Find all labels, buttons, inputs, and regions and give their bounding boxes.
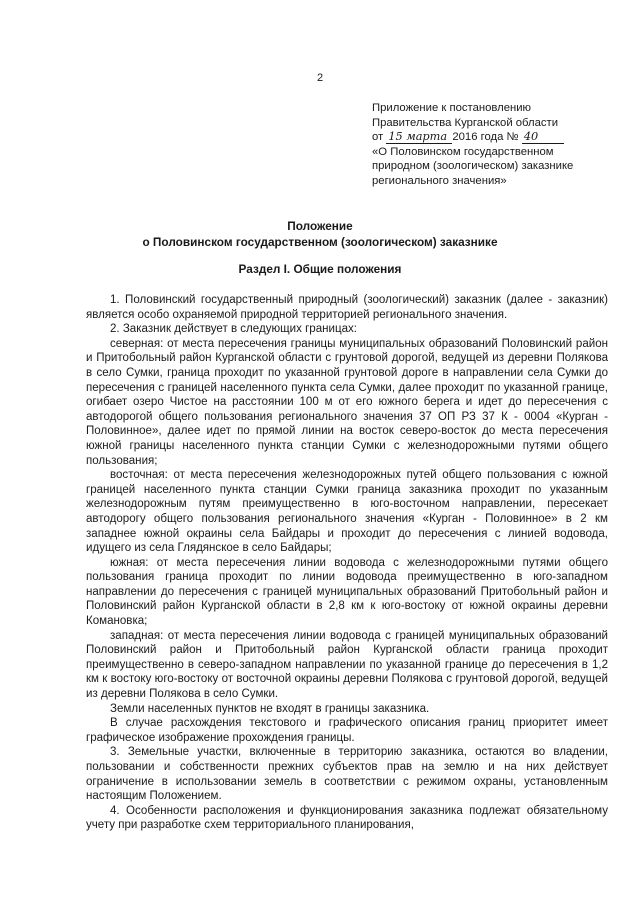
paragraph: западная: от места пересечения линии водовода с границей муниципальных образований Половинский район и Притобольный район Курганской области граница проходит преимущественно в северо-западном направлении по указанной границе до пересечения в 1,2 км к востоку юго-востоку от восточной окраины деревни Полякова с грунтовой дорогой, ведущей из деревни Полякова в село Сумки. (86, 629, 608, 701)
document-title: Положение (287, 219, 353, 233)
appendix-line-2: Правительства Курганской области (372, 116, 559, 129)
document-subtitle: о Половинском государственном (зоологическом) заказнике (142, 235, 498, 249)
appendix-line-1: Приложение к постановлению (372, 102, 532, 114)
appendix-block (372, 101, 612, 189)
appendix-year-text: 2016 года № (452, 131, 519, 144)
document-title-block (0, 218, 640, 250)
paragraph: В случае расхождения текстового и графического описания границ приоритет имеет графическое изображение прохождения границы. (86, 717, 608, 744)
paragraph: 4. Особенности расположения и функционирования заказника подлежат обязательному учету при разработке схем территориального планирования, (86, 804, 608, 832)
handwritten-number: 40 (522, 131, 564, 144)
appendix-line-5: природном (зоологическом) заказнике (372, 160, 574, 173)
handwritten-date: 15 марта (386, 131, 452, 144)
paragraph: 3. Земельные участки, включенные в территорию заказника, остаются во владении, пользовании и собственности прежних субъектов прав на землю и на них действует ограничение в использовании земель в соответствии с режимом охраны, установленным настоящим Положением. (86, 746, 608, 803)
paragraph: северная: от места пересечения границы муниципальных образований Половинский район и Притобольный район Курганской области с грунтовой дорогой, ведущей из деревни Полякова в село Сумки, граница проходит по указанной грунтовой дороге в направлении села Сумки до пересечения с границей населенного пункта села Сумки, далее проходит по указанной границе, огибает озеро Чистое на расстоянии 100 м от его южного берега и идет до пересечения с автодорогой общего пользования регионального значения 37 ОП РЗ 37 К - 0004 «Курган - Половинное», далее идет по прямой линии на восток северо-восток до места пересечения южной границы населенного пункта станции Сумки с железнодорожными путями общего пользования; (86, 337, 608, 467)
appendix-line-4: «О Половинском государственном (372, 145, 554, 158)
appendix-line-6: регионального значения» (372, 174, 507, 187)
paragraph: 2. Заказник действует в следующих границах: (110, 323, 357, 336)
page-number: 2 (316, 72, 324, 84)
appendix-from: от (372, 131, 384, 144)
appendix-date-line (372, 130, 612, 145)
paragraph: восточная: от места пересечения железнодорожных путей общего пользования с южной границей населенного пункта станции Сумки граница заказника проходит по указанным железнодорожным путям преимущественно в юго-восточном направлении, пересекает автодорогу общего пользования регионального значения «Курган - Половинное» в 2 км западнее южной окраины села Байдары и проходит до пересечения с линией водовода, идущего из села Глядянское в село Байдары; (86, 469, 608, 555)
paragraph: Земли населенных пунктов не входят в границы заказника. (110, 702, 430, 715)
paragraph: южная: от места пересечения линии водовода с железнодорожными путями общего пользования граница проходит по линии водовода преимущественно в юго-западном направлении до пересечения с границей муниципальных образований Притобольный район и Половинский район Курганской области в 2,8 км к юго-востоку от южной окраины деревни Комановка; (86, 556, 608, 628)
section-title: Раздел I. Общие положения (238, 262, 402, 276)
paragraph: 1. Половинский государственный природный (зоологический) заказник (далее - заказник) является особо охраняемой природной территорией регионального значения. (86, 294, 608, 321)
body-text (86, 293, 608, 833)
